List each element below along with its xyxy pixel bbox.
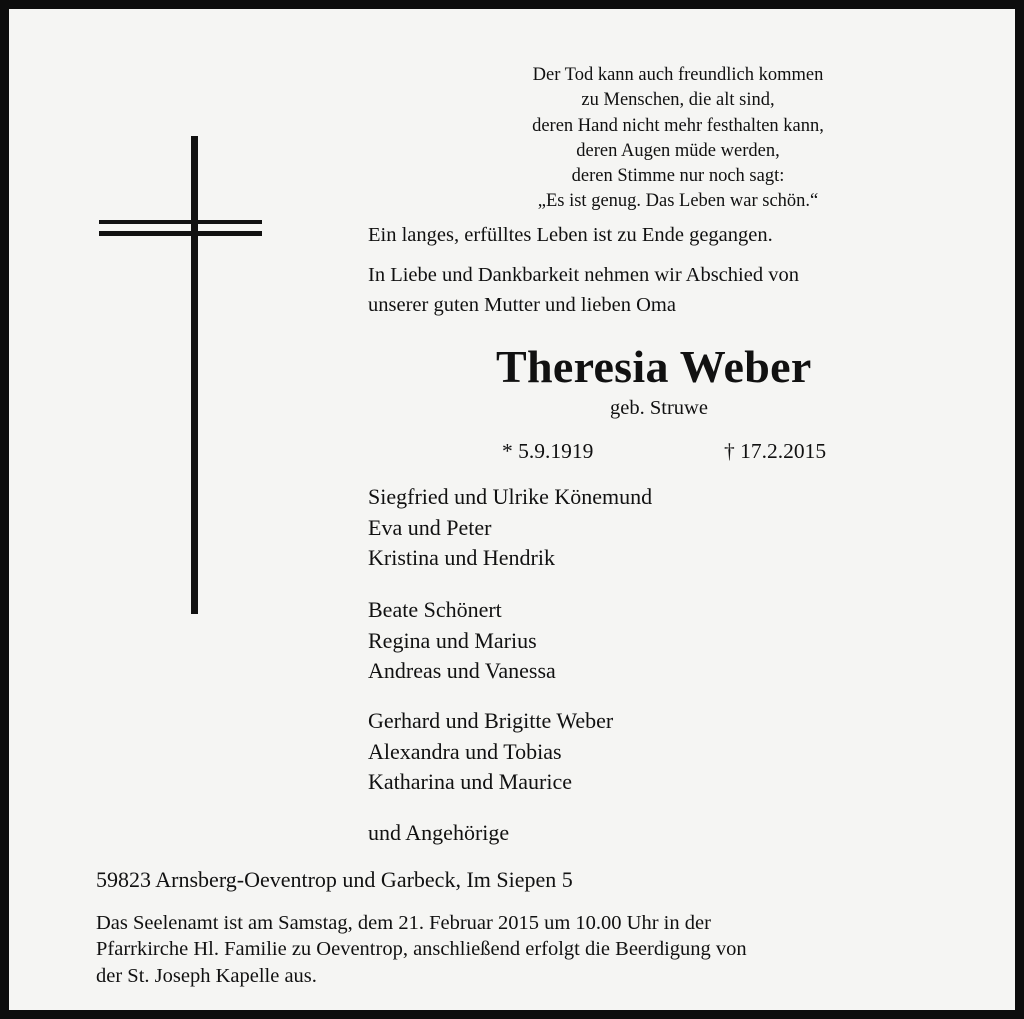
address: 59823 Arnsberg-Oeventrop und Garbeck, Im Siepen 5 [96, 867, 573, 892]
notice-line: Pfarrkirche Hl. Familie zu Oeventrop, anschließend erfolgt die Beerdigung von [96, 938, 747, 961]
mourner-name: Andreas und Vanessa [368, 658, 556, 684]
mourner-group [368, 706, 613, 798]
mourner-name: Regina und Marius [368, 627, 537, 653]
farewell-line: unserer guten Mutter und lieben Oma [368, 294, 676, 316]
cross-icon-bar [99, 220, 262, 224]
mourner-name: Gerhard und Brigitte Weber [368, 708, 614, 733]
mourner-name: Beate Schönert [368, 597, 502, 622]
notice-line: der St. Joseph Kapelle aus. [96, 964, 317, 987]
obituary-content [18, 18, 1006, 1001]
deceased-name: Theresia Weber [496, 341, 812, 392]
birth-date: * 5.9.1919 [502, 439, 594, 463]
relatives-line: und Angehörige [368, 820, 510, 845]
cross-icon [191, 136, 198, 614]
cross-icon-bar [99, 231, 262, 236]
intro-line: Ein langes, erfülltes Leben ist zu Ende gegangen. [368, 224, 773, 246]
mourner-group [368, 595, 556, 687]
notice-line: Das Seelenamt ist am Samstag, dem 21. Februar 2015 um 10.00 Uhr in der [96, 912, 711, 934]
farewell-line: In Liebe und Dankbarkeit nehmen wir Abschied von [368, 264, 799, 286]
mourner-name: Kristina und Hendrik [368, 545, 555, 571]
poem-line: deren Augen müde werden, [576, 140, 780, 161]
poem-line: zu Menschen, die alt sind, [581, 90, 775, 111]
death-date: † 17.2.2015 [724, 439, 827, 463]
mourner-name: Alexandra und Tobias [368, 738, 562, 764]
poem-line: deren Hand nicht mehr festhalten kann, [532, 115, 824, 136]
service-notice [96, 910, 926, 989]
poem-line: Der Tod kann auch freundlich kommen [532, 65, 824, 85]
poem-line: „Es ist genug. Das Leben war schön.“ [537, 191, 819, 212]
mourner-group [368, 482, 652, 574]
mourner-name: Eva und Peter [368, 514, 492, 540]
poem-line: deren Stimme nur noch sagt: [571, 166, 785, 187]
birth-name: geb. Struwe [610, 397, 708, 419]
mourner-name: Katharina und Maurice [368, 769, 573, 795]
poem [458, 63, 898, 215]
mourner-name: Siegfried und Ulrike Könemund [368, 484, 653, 509]
